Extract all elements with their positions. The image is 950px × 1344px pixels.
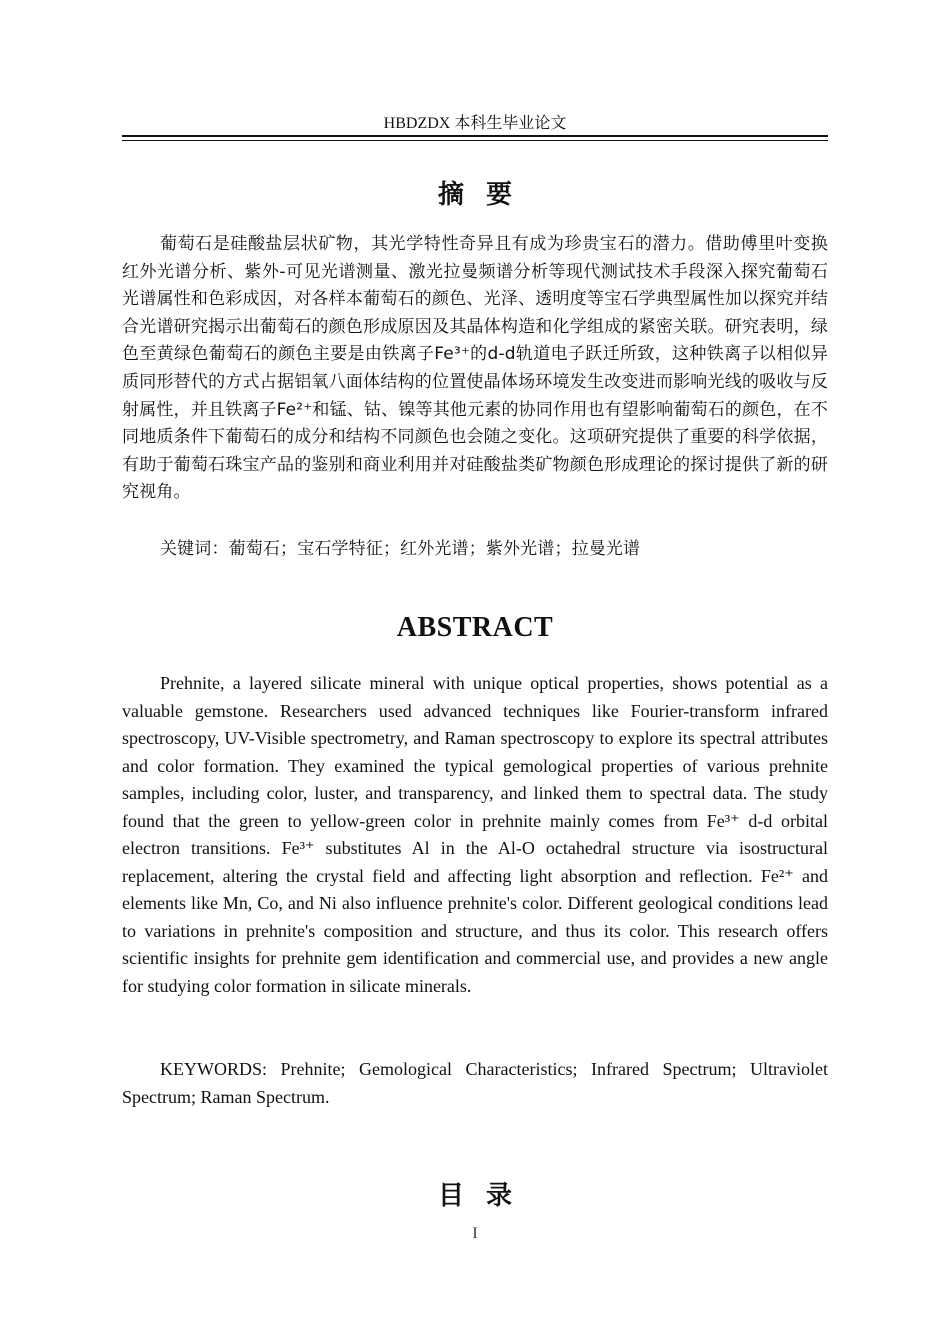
abstract-en-heading: ABSTRACT [396, 612, 554, 643]
abstract-en-keywords: KEYWORDS: Prehnite; Gemological Characteristics; Infrared Spectrum; Ultraviolet Spectrum; Raman Spectrum. [122, 1059, 828, 1107]
abstract-cn-paragraph: 葡萄石是硅酸盐层状矿物，其光学特性奇异且有成为珍贵宝石的潜力。借助傅里叶变换红外光谱分析、紫外-可见光谱测量、激光拉曼频谱分析等现代测试技术手段深入探究葡萄石光谱属性和色彩成因，对各样本葡萄石的颜色、光泽、透明度等宝石学典型属性加以探究并结合光谱研究揭示出葡萄石的颜色形成原因及其晶体构造和化学组成的紧密关联。研究表明，绿色至黄绿色葡萄石的颜色主要是由铁离子Fe³⁺的d-d轨道电子跃迁所致，这种铁离子以相似异质同形替代的方式占据铝氧八面体结构的位置使晶体场环境发生改变进而影响光线的吸收与反射属性，并且铁离子Fe²⁺和锰、钴、镍等其他元素的协同作用也有望影响葡萄石的颜色，在不同地质条件下葡萄石的成分和结构不同颜色也会随之变化。这项研究提供了重要的科学依据，有助于葡萄石珠宝产品的鉴别和商业利用并对硅酸盐类矿物颜色形成理论的探讨提供了新的研究视角。 [122, 234, 828, 503]
abstract-en-paragraph: Prehnite, a layered silicate mineral with unique optical properties, shows potential as a valuable gemstone. Researchers used advanced techniques like Fourier-transform infrared spectroscopy, UV-Visible spectrometry, and Raman spectroscopy to explore its spectral attributes and color formation. They examined the typical gemological properties of various prehnite samples, including color, luster, and transparency, and linked them to spectral data. The study found that the green to yellow-green color in prehnite mainly comes from Fe³⁺ d-d orbital electron transitions. Fe³⁺ substitutes Al in the Al-O octahedral structure via isostructural replacement, altering the crystal field and affecting light absorption and reflection. Fe²⁺ and elements like Mn, Co, and Ni also influence prehnite's color. Different geological conditions lead to variations in prehnite's composition and structure, and thus its color. This research offers scientific insights for prehnite gem identification and commercial use, and provides a new angle for studying color formation in silicate minerals. [122, 673, 828, 996]
abstract-cn-keywords: 关键词：葡萄石；宝石学特征；红外光谱；紫外光谱；拉曼光谱 [160, 539, 641, 559]
header-rule-thin [122, 140, 828, 141]
page-number: I [472, 1225, 478, 1242]
running-header: HBDZDX 本科生毕业论文 [383, 115, 567, 132]
abstract-cn-heading: 摘要 [437, 180, 534, 210]
toc-heading: 目录 [437, 1181, 534, 1211]
header-rule-thick [122, 135, 828, 137]
